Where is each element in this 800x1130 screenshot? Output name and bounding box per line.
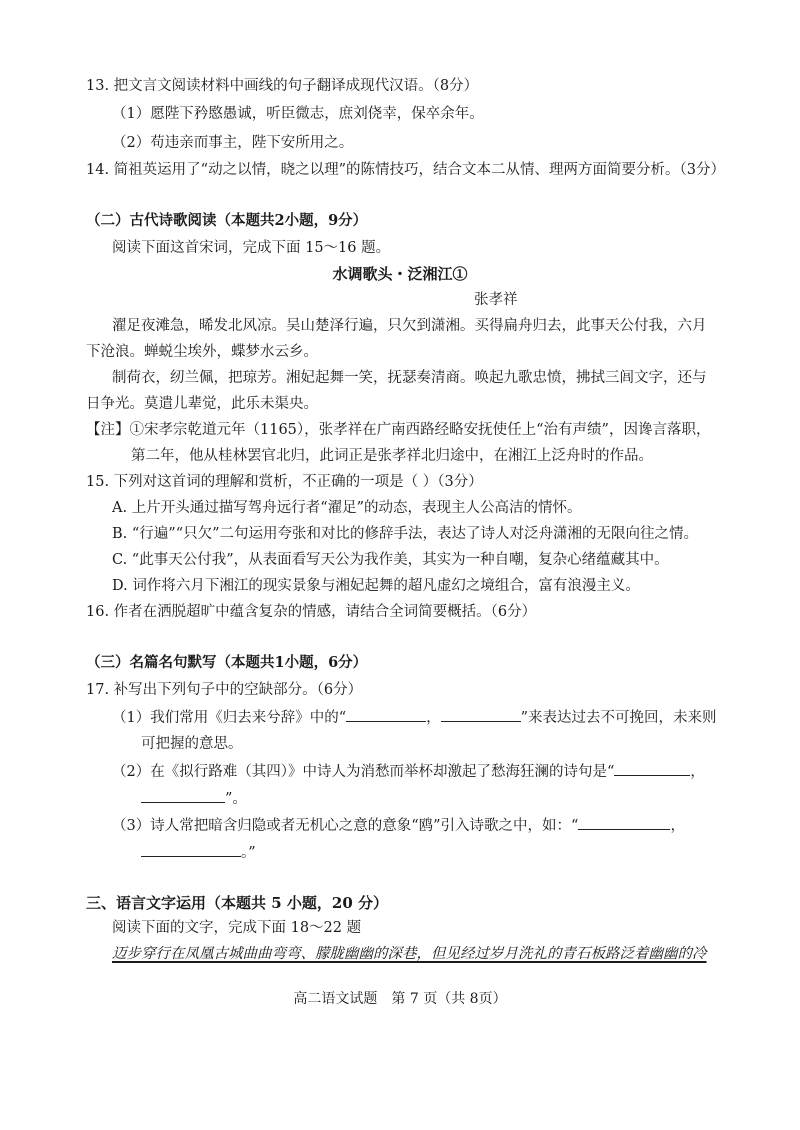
q17-item-1-text-end: ”来表达过去不可挽回，未来则 bbox=[520, 710, 717, 726]
section-4-heading: 三、语言文字运用（本题共 5 小题，20 分） bbox=[86, 894, 388, 912]
q17-item-2 bbox=[112, 761, 705, 782]
q17-item-1-text: （1）我们常用《归去来兮辞》中的“ bbox=[112, 710, 347, 726]
answer-blank[interactable] bbox=[441, 707, 521, 722]
section-2-heading: （二）古代诗歌阅读（本题共2小题，9分） bbox=[86, 212, 368, 229]
poem-line: 制荷衣，纫兰佩，把琼芳。湘妃起舞一笑，抚瑟奏清商。唤起九歌忠愤，拂拭三闾文字，还与 bbox=[112, 370, 707, 386]
answer-blank[interactable] bbox=[578, 815, 670, 830]
poem-note: 【注】①宋孝宗乾道元年（1165），张孝祥在广南西路经略安抚使任上“治有声绩”，因谗言落职， bbox=[86, 422, 711, 438]
answer-blank[interactable] bbox=[141, 788, 225, 803]
answer-blank[interactable] bbox=[141, 842, 241, 857]
poem-title: 水调歌头・泛湘江① bbox=[332, 265, 468, 283]
q17-item-1-cont: 可把握的意思。 bbox=[141, 736, 243, 752]
answer-blank[interactable] bbox=[614, 761, 690, 776]
q17-item-3 bbox=[112, 815, 685, 836]
q17-item-2-comma: ， bbox=[690, 764, 705, 780]
q17-item-2-cont bbox=[141, 788, 247, 809]
q17-item-2-end: ”。 bbox=[225, 791, 247, 807]
q17-stem: 17. 补写出下列句子中的空缺部分。（6分） bbox=[86, 682, 363, 698]
poem-line: 日争光。莫遣儿辈觉，此乐未渠央。 bbox=[86, 396, 318, 412]
q17-item-3-comma: ， bbox=[670, 818, 685, 834]
q13-sentence-2: （2）苟违亲而事主，陛下安所用之。 bbox=[112, 135, 354, 151]
q17-item-3-cont bbox=[141, 842, 256, 863]
q17-item-2-text: （2）在《拟行路难（其四）》中诗人为消愁而举杯却激起了愁海狂澜的诗句是“ bbox=[112, 764, 615, 780]
q15-option-c: C. “此事天公付我”，从表面看写天公为我作美，其实为一种自嘲，复杂心绪蕴藏其中。 bbox=[112, 552, 669, 568]
q15-option-a: A. 上片开头通过描写驾舟远行者“濯足”的动态，表现主人公高洁的情怀。 bbox=[112, 500, 582, 516]
answer-blank[interactable] bbox=[346, 707, 426, 722]
q15-option-d: D. 词作将六月下湘江的现实景象与湘妃起舞的超凡虚幻之境组合，富有浪漫主义。 bbox=[112, 578, 640, 594]
q17-item-3-text: （3）诗人常把暗含归隐或者无机心之意的意象“鸥”引入诗歌之中，如：“ bbox=[112, 818, 579, 834]
section-4-intro: 阅读下面的文字，完成下面 18～22 题 bbox=[112, 920, 362, 936]
q14-stem: 14. 简祖英运用了“动之以情，晓之以理”的陈情技巧，结合文本二从情、理两方面简要分析。（3分） bbox=[86, 162, 725, 178]
q15-option-b: B. “行遍”“只欠”二句运用夸张和对比的修辞手法，表达了诗人对泛舟潇湘的无限向往之情。 bbox=[112, 526, 699, 542]
underlined-passage: 迈步穿行在凤凰古城曲曲弯弯、朦胧幽幽的深巷，但见经过岁月洗礼的青石板路泛着幽幽的冷 bbox=[112, 946, 707, 962]
q17-item-3-end: 。” bbox=[241, 845, 256, 861]
section-3-heading: （三）名篇名句默写（本题共1小题，6分） bbox=[86, 654, 368, 671]
poem-line: 下沧浪。蝉蜕尘埃外，蝶梦水云乡。 bbox=[86, 344, 318, 360]
q17-item-1 bbox=[112, 707, 717, 728]
poem-note: 第二年，他从桂林罢官北归，此词正是张孝祥北归途中，在湘江上泛舟时的作品。 bbox=[131, 448, 653, 464]
page-footer: 高二语文试题 第 7 页（共 8页） bbox=[293, 991, 507, 1007]
q13-sentence-1: （1）愿陛下矜愍愚诚，听臣微志，庶刘侥幸，保卒余年。 bbox=[112, 106, 484, 122]
poem-author: 张孝祥 bbox=[474, 292, 518, 308]
q13-stem: 13. 把文言文阅读材料中画线的句子翻译成现代汉语。（8分） bbox=[86, 78, 479, 94]
q17-item-1-comma: ， bbox=[426, 710, 441, 726]
section-2-intro: 阅读下面这首宋词，完成下面 15～16 题。 bbox=[112, 240, 391, 256]
q16-stem: 16. 作者在洒脱超旷中蕴含复杂的情感，请结合全词简要概括。（6分） bbox=[86, 604, 537, 620]
q15-stem: 15. 下列对这首词的理解和赏析，不正确的一项是（ ）（3分） bbox=[86, 474, 483, 490]
poem-line: 濯足夜滩急，晞发北风凉。吴山楚泽行遍，只欠到潇湘。买得扁舟归去，此事天公付我，六月 bbox=[112, 318, 707, 334]
